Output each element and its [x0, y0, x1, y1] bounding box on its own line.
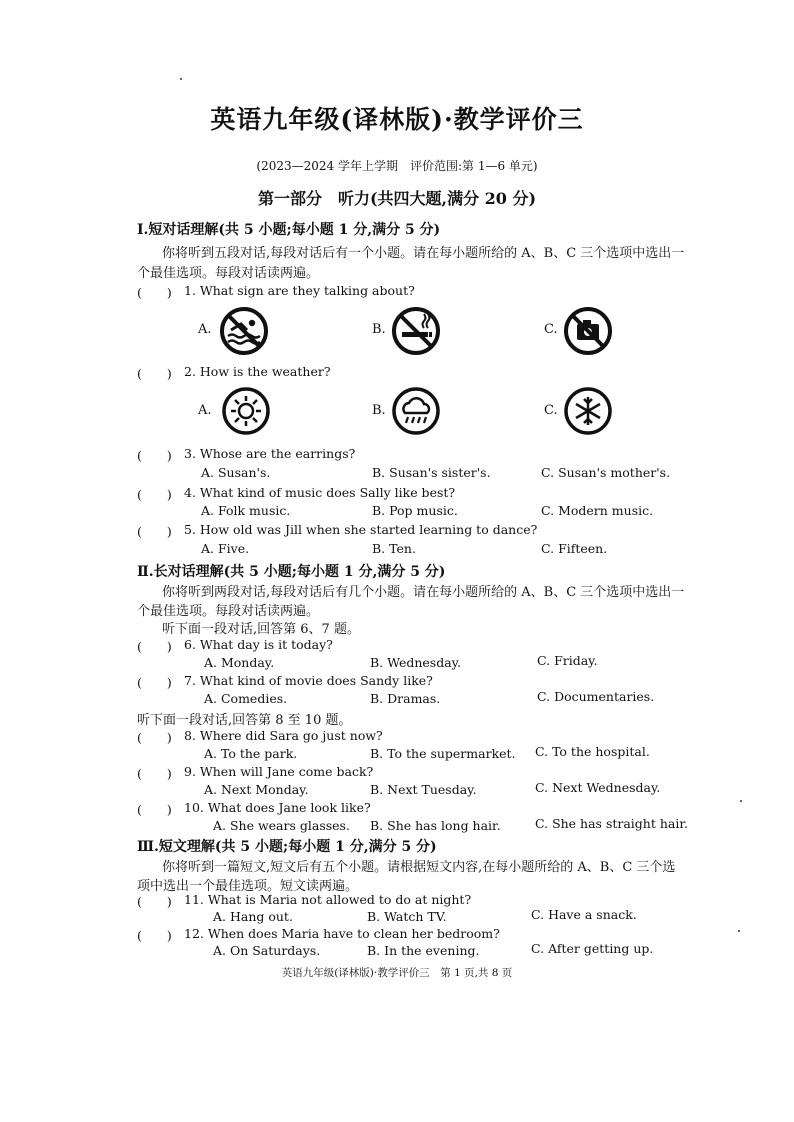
option-a: A. She wears glasses. [213, 818, 350, 833]
option-c: C. Have a snack. [531, 907, 637, 922]
answer-blank[interactable]: ( ) [137, 639, 172, 654]
option-c: C. Susan's mother's. [541, 465, 671, 480]
option-c: C. Modern music. [541, 503, 654, 518]
no-camera-icon [563, 306, 613, 356]
answer-blank[interactable]: ( ) [137, 766, 172, 781]
option-b: B. Watch TV. [367, 909, 447, 924]
option-a: A. Monday. [204, 655, 275, 670]
answer-blank[interactable]: ( ) [137, 448, 172, 463]
section1-instruction-line2: 个最佳选项。每段对话读两遍。 [137, 266, 320, 281]
option-a: A. Comedies. [204, 691, 288, 706]
answer-blank[interactable]: ( ) [137, 802, 172, 817]
question-2: 2. How is the weather? [184, 364, 331, 379]
rainy-icon [391, 386, 441, 436]
answer-blank[interactable]: ( ) [137, 366, 172, 381]
scan-speck [738, 930, 740, 932]
option-label: C. [544, 322, 558, 337]
sunny-icon [221, 386, 271, 436]
page-footer: 英语九年级(译林版)·教学评价三 第 1 页,共 8 页 [281, 967, 513, 979]
option-label: A. [198, 322, 212, 337]
option-c: C. After getting up. [531, 941, 654, 956]
option-a: A. Folk music. [201, 503, 291, 518]
option-b: B. Dramas. [370, 691, 441, 706]
section2-lead-1: 听下面一段对话,回答第 6、7 题。 [162, 622, 360, 637]
question-11: 11. What is Maria not allowed to do at night? [184, 892, 472, 907]
option-b: B. Pop music. [372, 503, 458, 518]
option-c: C. Fifteen. [541, 541, 608, 556]
scan-speck [180, 78, 182, 80]
question-1: 1. What sign are they talking about? [184, 283, 415, 298]
question-5: 5. How old was Jill when she started learning to dance? [184, 522, 538, 537]
option-b: B. To the supermarket. [370, 746, 516, 761]
answer-blank[interactable]: ( ) [137, 730, 172, 745]
section1-instruction-line1: 你将听到五段对话,每段对话后有一个小题。请在每小题所给的 A、B、C 三个选项中选出一 [162, 246, 685, 261]
exam-scope: (2023—2024 学年上学期 评价范围:第 1—6 单元) [256, 159, 538, 173]
option-c: C. She has straight hair. [535, 816, 688, 831]
question-6: 6. What day is it today? [184, 637, 333, 652]
question-3: 3. Whose are the earrings? [184, 446, 356, 461]
option-a: A. Five. [201, 541, 250, 556]
option-c: C. Next Wednesday. [535, 780, 661, 795]
scan-speck [740, 800, 742, 802]
section1-heading: Ⅰ.短对话理解(共 5 小题;每小题 1 分,满分 5 分) [137, 222, 441, 238]
option-b: B. Next Tuesday. [370, 782, 477, 797]
answer-blank[interactable]: ( ) [137, 285, 172, 300]
answer-blank[interactable]: ( ) [137, 894, 172, 909]
part-one-heading: 第一部分 听力(共四大题,满分 20 分) [257, 189, 537, 208]
option-label: B. [372, 403, 386, 418]
section3-instruction-line2: 项中选出一个最佳选项。短文读两遍。 [137, 879, 359, 894]
question-7: 7. What kind of movie does Sandy like? [184, 673, 433, 688]
option-a: A. To the park. [204, 746, 298, 761]
question-4: 4. What kind of music does Sally like best? [184, 485, 456, 500]
option-c: C. Friday. [537, 653, 598, 668]
question-10: 10. What does Jane look like? [184, 800, 371, 815]
answer-blank[interactable]: ( ) [137, 675, 172, 690]
option-c: C. To the hospital. [535, 744, 650, 759]
question-12: 12. When does Maria have to clean her bedroom? [184, 926, 500, 941]
option-label: A. [198, 403, 212, 418]
option-a: A. Susan's. [201, 465, 271, 480]
section3-instruction-line1: 你将听到一篇短文,短文后有五个小题。请根据短文内容,在每小题所给的 A、B、C 三个选 [162, 860, 676, 875]
section3-heading: Ⅲ.短文理解(共 5 小题;每小题 1 分,满分 5 分) [137, 839, 437, 855]
section2-instruction-line1: 你将听到两段对话,每段对话后有几个小题。请在每小题所给的 A、B、C 三个选项中选出一 [162, 585, 685, 600]
answer-blank[interactable]: ( ) [137, 487, 172, 502]
option-label: C. [544, 403, 558, 418]
option-label: B. [372, 322, 386, 337]
question-9: 9. When will Jane come back? [184, 764, 374, 779]
question-8: 8. Where did Sara go just now? [184, 728, 383, 743]
snowy-icon [563, 386, 613, 436]
option-b: B. Wednesday. [370, 655, 462, 670]
section2-lead-2: 听下面一段对话,回答第 8 至 10 题。 [137, 713, 352, 728]
option-a: A. On Saturdays. [213, 943, 321, 958]
option-b: B. In the evening. [367, 943, 480, 958]
option-a: A. Next Monday. [204, 782, 309, 797]
answer-blank[interactable]: ( ) [137, 524, 172, 539]
section2-heading: Ⅱ.长对话理解(共 5 小题;每小题 1 分,满分 5 分) [137, 564, 446, 580]
answer-blank[interactable]: ( ) [137, 928, 172, 943]
option-a: A. Hang out. [213, 909, 293, 924]
option-b: B. Ten. [372, 541, 416, 556]
option-b: B. She has long hair. [370, 818, 501, 833]
exam-title: 英语九年级(译林版)·教学评价三 [210, 105, 584, 134]
section2-instruction-line2: 个最佳选项。每段对话读两遍。 [137, 604, 320, 619]
no-swimming-icon [219, 306, 269, 356]
no-smoking-icon [391, 306, 441, 356]
option-b: B. Susan's sister's. [372, 465, 491, 480]
option-c: C. Documentaries. [537, 689, 655, 704]
